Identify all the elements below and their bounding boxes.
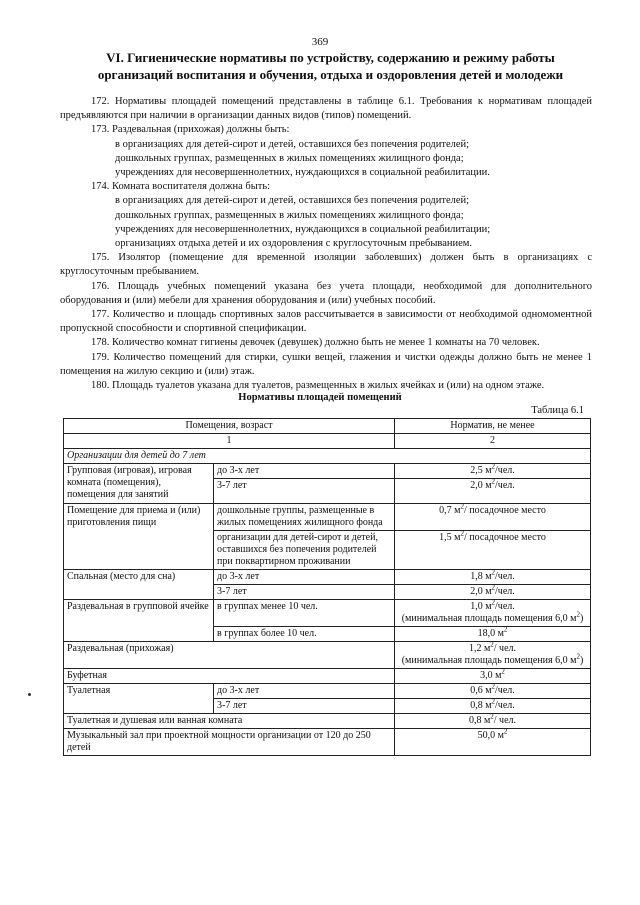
table-header-row	[64, 419, 591, 434]
section-heading	[58, 49, 603, 83]
list-item: в организациях для детей-сирот и детей, оставшихся без попечения родителей;	[115, 138, 470, 150]
paragraph-177: 177. Количество и площадь спортивных залов рассчитывается в зависимости от необходимой одномоментной пропускной способности и спортивной спецификации.	[60, 309, 592, 335]
table-row	[64, 669, 591, 684]
paragraph-180: 180. Площадь туалетов указана для туалетов, размещенных в жилых ячейках и (или) на одном этаже.	[91, 380, 545, 392]
table-row	[64, 600, 591, 627]
row-value: 0,6 $м^2$/чел.	[395, 684, 591, 699]
row-label: Раздевальная в групповой ячейке	[64, 600, 214, 642]
row-condition: организации для детей-сирот и детей, оставшихся без попечения родителей при поквартирном проживании	[214, 531, 395, 570]
paragraph-176: 176. Площадь учебных помещений указана без учета площади, необходимой для дополнительного оборудования и (или) мебели для хранения оборудования и (или) учебных пособий.	[60, 280, 592, 306]
row-value: 1,0 $м^2$/чел. (минимальная площадь помещения 6,0 $м^2$)	[395, 600, 591, 627]
list-item: учреждениях для несовершеннолетних, нуждающихся в социальной реабилитации.	[115, 167, 490, 179]
row-value: 0,7 $м^2/$ посадочное место	[395, 504, 591, 531]
row-condition: в группах менее 10 чел.	[214, 600, 395, 627]
table-title: Нормативы площадей помещений	[238, 392, 402, 403]
paragraph-174: 174. Комната воспитателя должна быть:	[91, 181, 271, 193]
row-label: Помещение для приема и (или) приготовления пищи	[64, 504, 214, 570]
table-row	[64, 642, 591, 669]
list-item: в организациях для детей-сирот и детей, оставшихся без попечения родителей;	[115, 195, 470, 207]
table-number-row	[64, 434, 591, 449]
paragraph-178: 178. Количество комнат гигиены девочек (девушек) должно быть не менее 1 комнаты на 70 человек.	[91, 337, 540, 349]
row-value: 2,5 $м^2$/чел.	[395, 464, 591, 479]
paragraph-172: 172. Нормативы площадей помещений представлены в таблице 6.1. Требования к нормативам площадей предъявляются при наличии в организации данных видов (типов) помещений.	[60, 96, 592, 122]
row-label: Спальная (место для сна)	[64, 570, 214, 600]
table-row	[64, 464, 591, 479]
column-number-1: 1	[64, 434, 395, 449]
row-condition: до 3-х лет	[214, 464, 395, 479]
paragraph-175: 175. Изолятор (помещение для временной изоляции заболевших) должен быть в организациях с круглосуточным пребыванием.	[60, 252, 592, 278]
row-label: Раздевальная (прихожая)	[64, 642, 395, 669]
section-row	[64, 449, 591, 464]
row-condition: до 3-х лет	[214, 570, 395, 585]
row-label: Туалетная	[64, 684, 214, 714]
row-condition: дошкольные группы, размещенные в жилых помещениях жилищного фонда	[214, 504, 395, 531]
row-value: 0,8 $м^2/$ чел.	[395, 714, 591, 729]
table-row	[64, 504, 591, 531]
table-row	[64, 714, 591, 729]
list-item: учреждениях для несовершеннолетних, нуждающихся в социальной реабилитации;	[115, 223, 491, 235]
page-number: 369	[311, 36, 329, 48]
row-label: Буфетная	[64, 669, 395, 684]
list-item: дошкольных группах, размещенных в жилых помещениях жилищного фонда;	[115, 152, 464, 164]
row-condition: до 3-х лет	[214, 684, 395, 699]
paragraph-179: 179. Количество помещений для стирки, сушки вещей, глажения и чистки одежды должно быть не менее 1 помещения на жилую секцию и (или) этаж.	[60, 351, 592, 377]
table-row	[64, 684, 591, 699]
table-row	[64, 570, 591, 585]
row-value: 50,0 $м^2$	[395, 729, 591, 756]
row-value: 2,0 $м^2$/чел.	[395, 585, 591, 600]
heading-line-1: VI. Гигиенические нормативы по устройству, содержанию и режиму работы	[106, 50, 555, 65]
header-premises: Помещения, возраст	[64, 419, 395, 434]
row-label: Туалетная и душевая или ванная комната	[64, 714, 395, 729]
row-value: 2,0 $м^2$/чел.	[395, 479, 591, 504]
row-condition: 3-7 лет	[214, 585, 395, 600]
row-value: 1,5 $м^2/$ посадочное место	[395, 531, 591, 570]
row-condition: 3-7 лет	[214, 699, 395, 714]
header-norm: Норматив, не менее	[395, 419, 591, 434]
row-label: Музыкальный зал при проектной мощности организации от 120 до 250 детей	[64, 729, 395, 756]
scan-speck	[28, 693, 31, 696]
row-value: 0,8 $м^2$/чел.	[395, 699, 591, 714]
row-label: Групповая (игровая), игровая комната (помещения), помещения для занятий	[64, 464, 214, 504]
list-item: организациях отдыха детей и их оздоровления с круглосуточным пребыванием.	[115, 238, 473, 250]
row-value: 18,0 $м^2$	[395, 627, 591, 642]
section-label: Организации для детей до 7 лет	[64, 449, 591, 464]
row-condition: в группах более 10 чел.	[214, 627, 395, 642]
row-value: 1,8 $м^2$/чел.	[395, 570, 591, 585]
row-value: 3,0 $м^2$	[395, 669, 591, 684]
column-number-2: 2	[395, 434, 591, 449]
list-item: дошкольных группах, размещенных в жилых помещениях жилищного фонда;	[115, 209, 464, 221]
heading-line-2: организаций воспитания и обучения, отдыха и оздоровления детей и молодежи	[97, 67, 564, 82]
paragraph-173: 173. Раздевальная (прихожая) должны быть:	[91, 124, 290, 136]
norms-table	[63, 418, 591, 756]
table-number: Таблица 6.1	[531, 405, 584, 416]
body-text	[60, 95, 592, 393]
row-value: 1,2 $м^2/$ чел. (минимальная площадь помещения 6,0 $м^2$)	[395, 642, 591, 669]
row-condition: 3-7 лет	[214, 479, 395, 504]
table-row	[64, 729, 591, 756]
